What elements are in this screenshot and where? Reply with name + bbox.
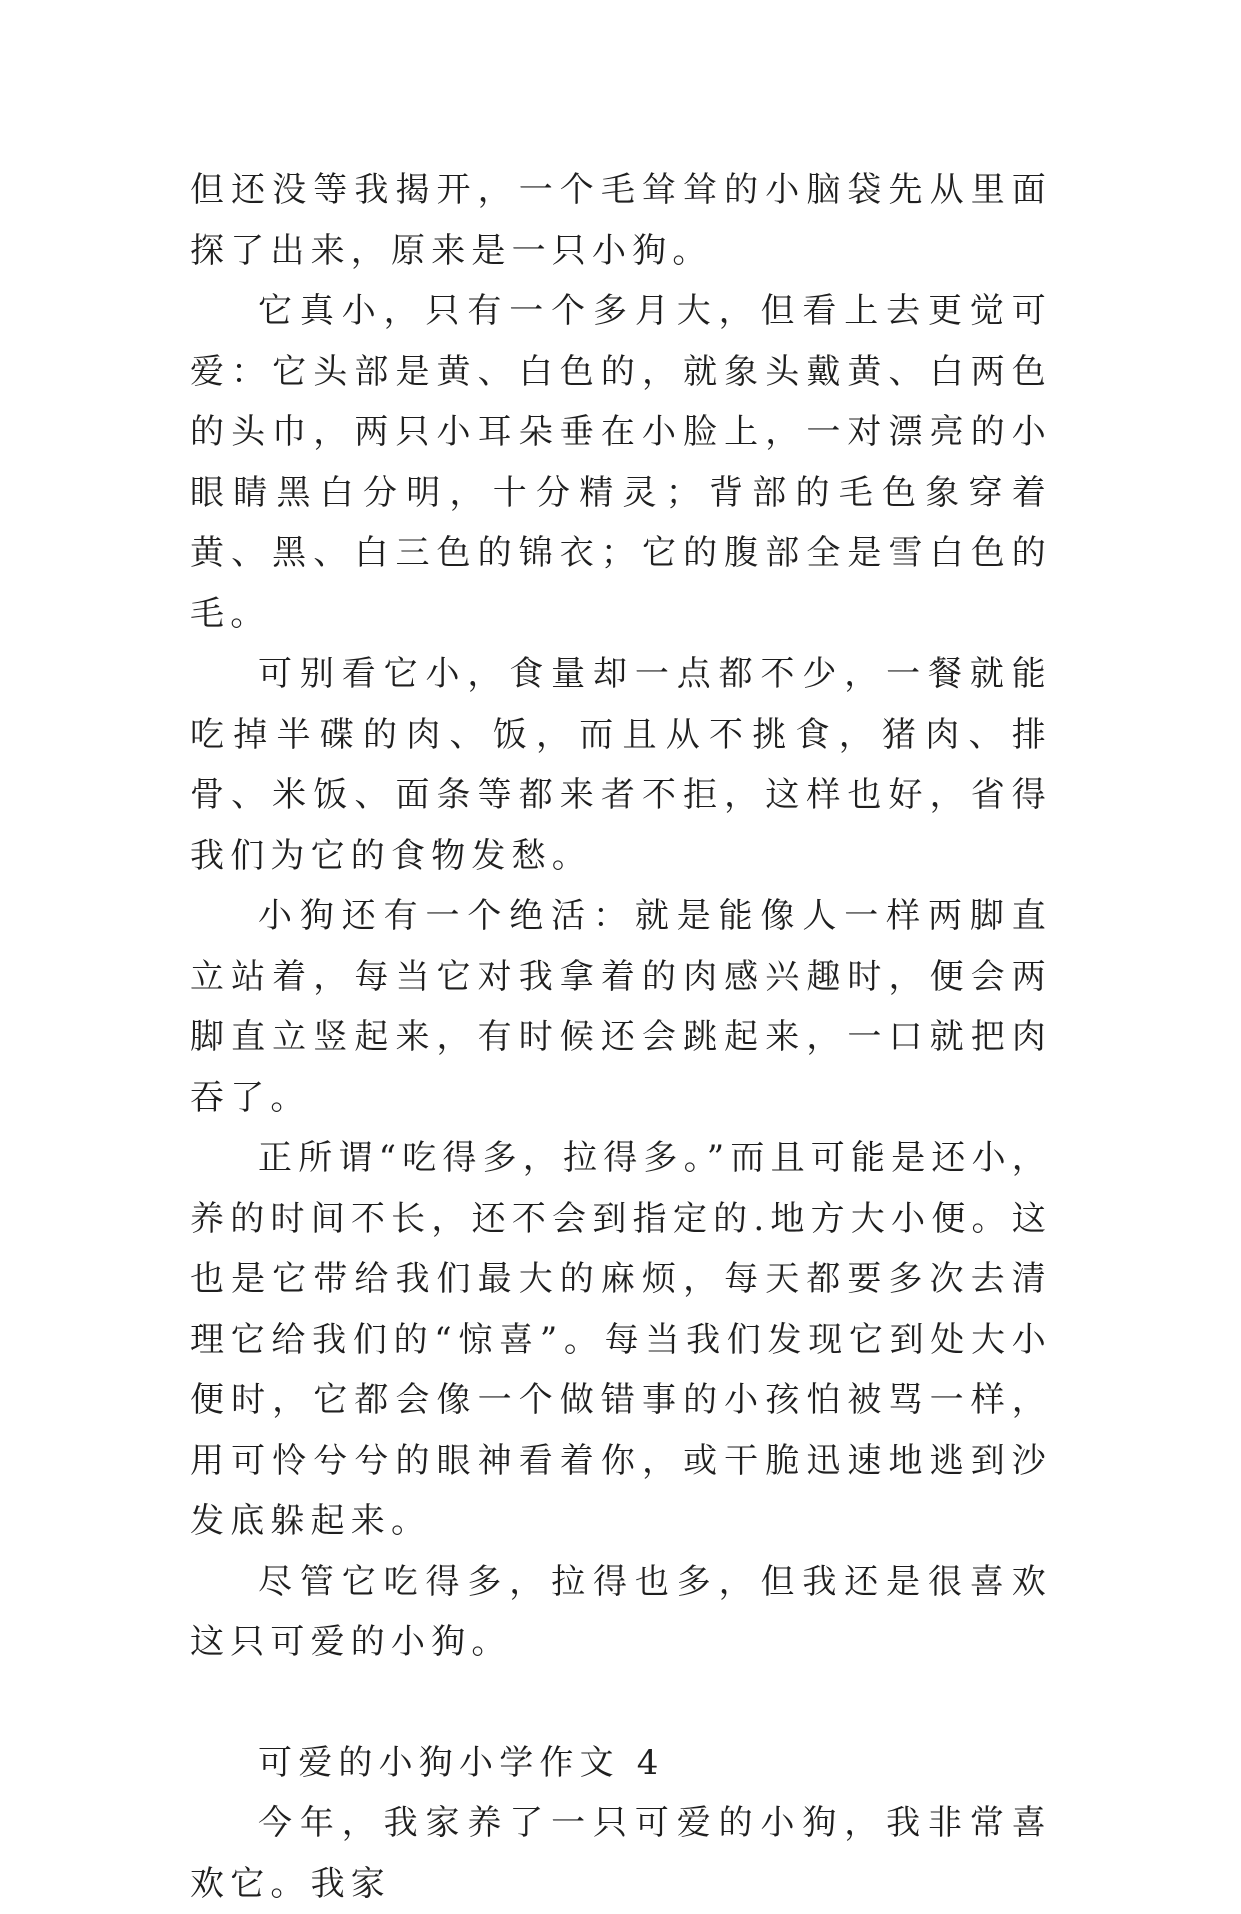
section-spacer: [190, 1673, 1052, 1733]
paragraph-trouble: 正所谓“吃得多，拉得多。”而且可能是还小，养的时间不长，还不会到指定的.地方大小便。这也是它带给我们最大的麻烦，每天都要多次去清理它给我们的“惊喜”。每当我们发现它到处大小便时，它都会像一个做错事的小孩怕被骂一样，用可怜兮兮的眼神看着你，或干脆迅速地逃到沙发底躲起来。: [190, 1138, 1052, 1541]
section-title: 可爱的小狗小学作文 4: [258, 1742, 665, 1783]
paragraph-trick: 小狗还有一个绝活：就是能像人一样两脚直立站着，每当它对我拿着的肉感兴趣时，便会两脚直立竖起来，有时候还会跳起来，一口就把肉吞了。: [190, 896, 1052, 1118]
paragraph-new-essay-start: 今年，我家养了一只可爱的小狗，我非常喜欢它。我家: [190, 1803, 1052, 1904]
document-body: [190, 160, 1052, 1914]
paragraph-appearance: 它真小，只有一个多月大，但看上去更觉可爱：它头部是黄、白色的，就象头戴黄、白两色的头巾，两只小耳朵垂在小脸上，一对漂亮的小眼睛黑白分明，十分精灵；背部的毛色象穿着黄、黑、白三色的锦衣；它的腹部全是雪白色的毛。: [190, 291, 1052, 634]
paragraph-continuation: 但还没等我揭开，一个毛耸耸的小脑袋先从里面探了出来，原来是一只小狗。: [190, 170, 1052, 271]
paragraph-conclusion: 尽管它吃得多，拉得也多，但我还是很喜欢这只可爱的小狗。: [190, 1561, 1052, 1662]
paragraph-appetite: 可别看它小，食量却一点都不少，一餐就能吃掉半碟的肉、饭，而且从不挑食，猪肉、排骨、米饭、面条等都来者不拒，这样也好，省得我们为它的食物发愁。: [190, 654, 1052, 876]
